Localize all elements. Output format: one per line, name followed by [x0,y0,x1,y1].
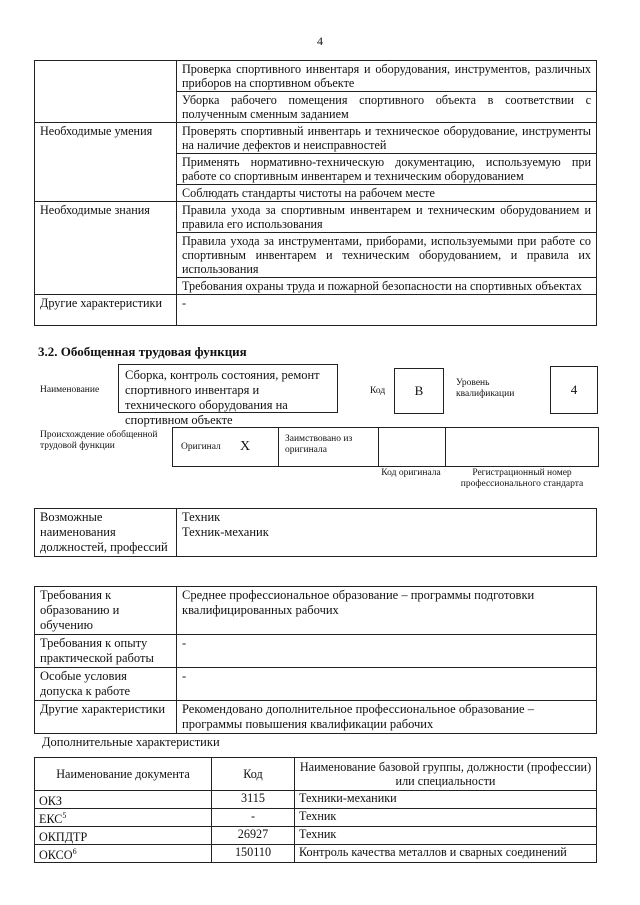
name-label: Наименование [40,385,100,395]
row-label: Другие характеристики [35,295,177,326]
code-cell: 3115 [212,791,295,809]
additional-title: Дополнительные характеристики [42,735,220,749]
doc-cell: ОКСО$^6$ [35,845,212,863]
original-code-cell [378,428,446,466]
name-cell: Контроль качества металлов и сварных соединений [295,845,597,863]
row-label [35,61,177,123]
table-row [35,809,597,827]
table-cell: Проверять спортивный инвентарь и техническое оборудование, инструменты на наличие дефектов и неисправностей [177,123,597,154]
labor-actions-table [34,60,597,326]
code-cell: - [212,809,295,827]
reg-caption: Регистрационный номер профессионального стандарта [460,468,584,489]
row-label: Требования к образованию и обучению [35,587,177,635]
origin-row [172,427,599,467]
row-label: Возможные наименования должностей, профессий [35,509,177,557]
column-header: Код [212,758,295,791]
row-label: Необходимые знания [35,202,177,295]
level-label: Уровень квалификации [456,378,515,399]
code-cell: 26927 [212,827,295,845]
table-row [35,827,597,845]
table-row [35,845,597,863]
row-label: Необходимые умения [35,123,177,202]
section-title: 3.2. Обобщенная трудовая функция [38,344,247,359]
table-cell: Рекомендовано дополнительное профессиональное образование – программы повышения квалификации рабочих [177,701,597,734]
doc-cell: ОКЗ [35,791,212,809]
table-cell: Требования охраны труда и пожарной безопасности на спортивных объектах [177,278,597,295]
doc-cell: ОКПДТР [35,827,212,845]
table-cell: Проверка спортивного инвентаря и оборудования, инструментов, различных приборов на спортивном объекте [177,61,597,92]
code-caption: Код оригинала [381,468,441,478]
code-box: В [394,368,444,414]
original-label: Оригинал [181,442,221,452]
table-cell: Среднее профессиональное образование – программы подготовки квалифицированных рабочих [177,587,597,635]
name-cell: Техник [295,809,597,827]
original-mark: X [240,439,251,454]
function-name-box: Сборка, контроль состояния, ремонт спортивного инвентаря и технического оборудования на спортивном объекте [118,364,338,413]
table-cell: Правила ухода за инструментами, приборами, используемыми при работе со спортивным инвентарем и техническим оборудованием, и правила их использования [177,233,597,278]
table-cell: - [177,635,597,668]
positions-table [34,508,597,557]
column-header: Наименование документа [35,758,212,791]
doc-cell: ЕКС$^5$ [35,809,212,827]
table-cell: - [177,668,597,701]
code-label: Код [370,386,386,396]
row-label: Другие характеристики [35,701,177,734]
table-cell: - [177,295,597,326]
table-cell: Соблюдать стандарты чистоты на рабочем месте [177,185,597,202]
page-number: 4 [317,34,323,48]
additional-table [34,757,597,863]
table-cell: Уборка рабочего помещения спортивного объекта в соответствии с полученным сменным заданием [177,92,597,123]
position-item: Техник-механик [182,525,269,539]
name-cell: Техники-механики [295,791,597,809]
borrowed-label: Заимствовано из оригинала [285,434,353,455]
table-cell: Правила ухода за спортивным инвентарем и техническим оборудованием и правила его использования [177,202,597,233]
row-label: Особые условия допуска к работе [35,668,177,701]
name-cell: Техник [295,827,597,845]
requirements-table [34,586,597,734]
original-cell [173,428,279,466]
level-box: 4 [550,366,598,414]
row-label: Требования к опыту практической работы [35,635,177,668]
table-cell: Применять нормативно-техническую документацию, используемую при работе со спортивным инвентарем и техническим оборудованием [177,154,597,185]
origin-label: Происхождение обобщенной трудовой функции [40,430,158,451]
code-cell: 150110 [212,845,295,863]
positions-cell [177,509,597,557]
column-header: Наименование базовой группы, должности (профессии) или специальности [295,758,597,791]
table-row [35,791,597,809]
position-item: Техник [182,510,221,524]
